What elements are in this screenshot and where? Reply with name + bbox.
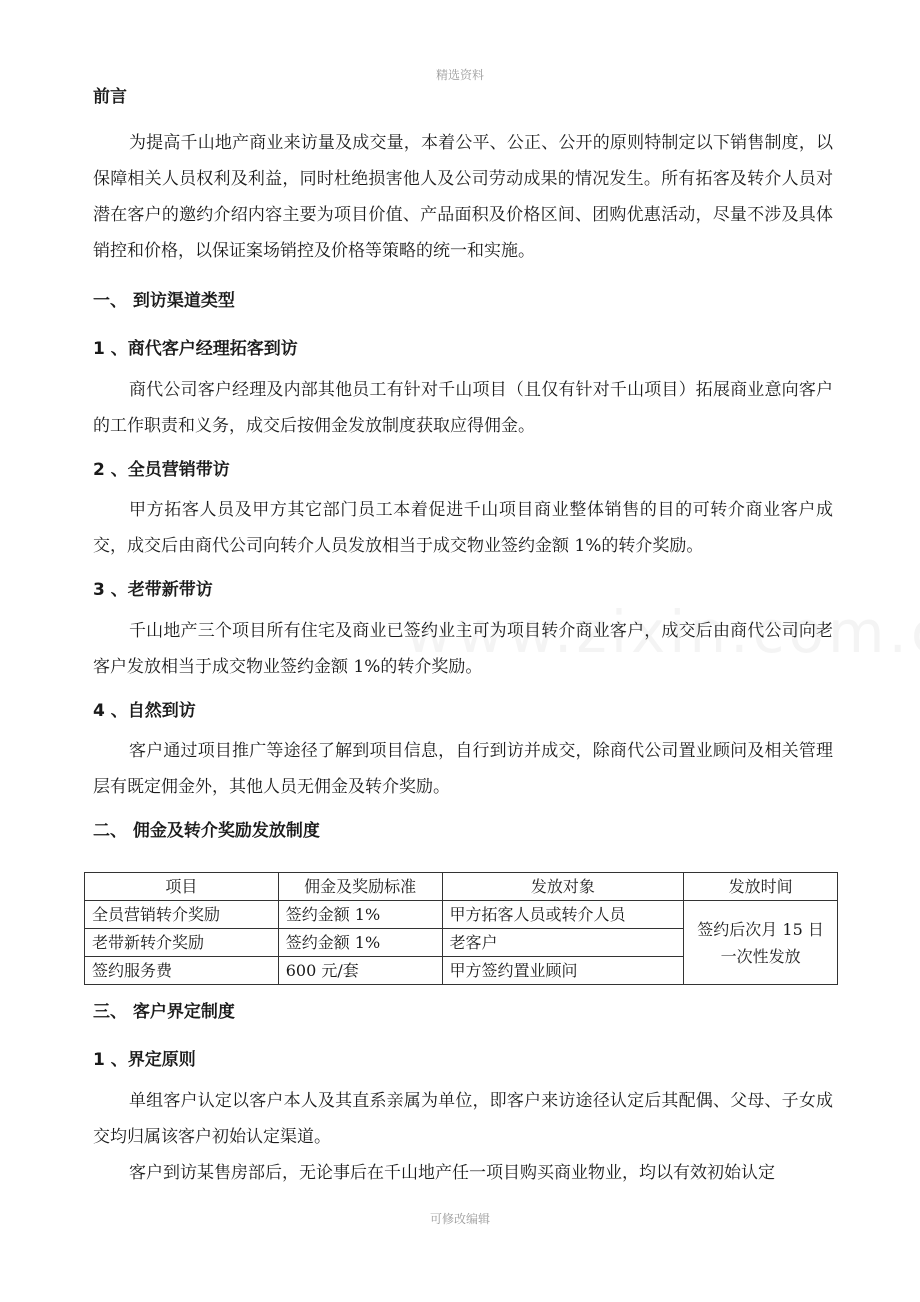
- page-footer: 可修改编辑: [429, 1212, 490, 1226]
- table-cell: 签约服务费: [85, 957, 279, 985]
- table-cell: 全员营销转介奖励: [85, 901, 279, 929]
- preface-title: 前言: [93, 87, 127, 107]
- table-cell: 老带新转介奖励: [85, 929, 279, 957]
- table-cell: 签约金额 1%: [278, 901, 442, 929]
- table-header-cell: 项目: [85, 873, 279, 901]
- section-3-1-body: 单组客户认定以客户本人及其直系亲属为单位，即客户来访途径认定后其配偶、父母、子女成交均归属该客户初始认定渠道。: [93, 1091, 833, 1147]
- table-header-cell: 佣金及奖励标准: [278, 873, 442, 901]
- section-1-3-title: 3 、老带新带访: [93, 580, 213, 600]
- section-3-1-title: 1 、界定原则: [93, 1050, 196, 1070]
- section-1-1-title: 1 、商代客户经理拓客到访: [93, 339, 298, 359]
- section-1-4-body: 客户通过项目推广等途径了解到项目信息，自行到访并成交，除商代公司置业顾问及相关管理层有既定佣金外，其他人员无佣金及转介奖励。: [93, 741, 833, 797]
- commission-table: [84, 872, 838, 985]
- table-cell: 签约金额 1%: [278, 929, 442, 957]
- section-3-1-body-2: 客户到访某售房部后，无论事后在千山地产任一项目购买商业物业，均以有效初始认定: [129, 1163, 775, 1183]
- table-header-cell: 发放时间: [684, 873, 838, 901]
- payment-time-cell: 签约后次月 15 日一次性发放: [684, 901, 838, 985]
- section-1-4-title: 4 、自然到访: [93, 701, 196, 721]
- preface-body: 为提高千山地产商业来访量及成交量，本着公平、公正、公开的原则特制定以下销售制度，以保障相关人员权利及利益，同时杜绝损害他人及公司劳动成果的情况发生。所有拓客及转介人员对潜在客户的邀约介绍内容主要为项目价值、产品面积及价格区间、团购优惠活动，尽量不涉及具体销控和价格，以保证案场销控及价格等策略的统一和实施。: [93, 133, 833, 261]
- section-1-3-body: 千山地产三个项目所有住宅及商业已签约业主可为项目转介商业客户，成交后由商代公司向老客户发放相当于成交物业签约金额 1%的转介奖励。: [93, 621, 833, 677]
- table-row: [85, 901, 838, 929]
- section-1-2-body: 甲方拓客人员及甲方其它部门员工本着促进千山项目商业整体销售的目的可转介商业客户成交，成交后由商代公司向转介人员发放相当于成交物业签约金额 1%的转介奖励。: [93, 500, 833, 556]
- table-header-row: [85, 873, 838, 901]
- page-header: 精选资料: [435, 68, 484, 82]
- section-3-title: 三、 客户界定制度: [93, 1002, 235, 1022]
- table-cell: 老客户: [442, 929, 684, 957]
- table-header-cell: 发放对象: [442, 873, 684, 901]
- section-1-title: 一、 到访渠道类型: [93, 291, 235, 311]
- table-cell: 甲方拓客人员或转介人员: [442, 901, 684, 929]
- table-cell: 甲方签约置业顾问: [442, 957, 684, 985]
- section-1-1-body: 商代公司客户经理及内部其他员工有针对千山项目（且仅有针对千山项目）拓展商业意向客户的工作职责和义务，成交后按佣金发放制度获取应得佣金。: [93, 380, 833, 436]
- section-1-2-title: 2 、全员营销带访: [93, 460, 230, 480]
- section-2-title: 二、 佣金及转介奖励发放制度: [93, 821, 320, 841]
- table-cell: 600 元/套: [278, 957, 442, 985]
